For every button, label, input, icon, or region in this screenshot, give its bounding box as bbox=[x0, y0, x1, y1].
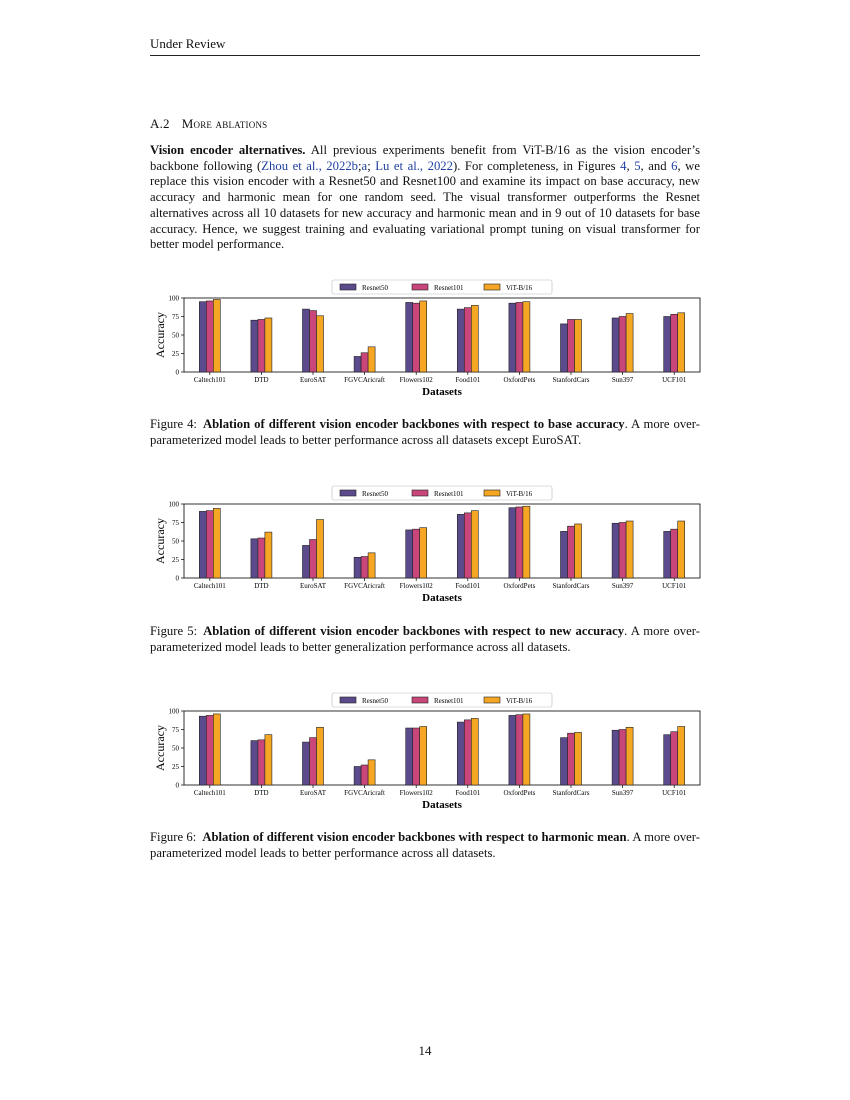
x-tick-label: OxfordPets bbox=[503, 789, 536, 797]
legend-label: Resnet50 bbox=[362, 490, 389, 498]
bar bbox=[464, 720, 471, 785]
x-tick-label: StanfordCars bbox=[552, 376, 590, 384]
caption-bold: Ablation of different vision encoder backbones with respect to harmonic mean bbox=[202, 830, 627, 844]
bar bbox=[406, 530, 413, 578]
running-header: Under Review bbox=[150, 36, 700, 56]
bar bbox=[251, 320, 258, 372]
bar bbox=[258, 538, 265, 578]
caption-text: . A more over-parameterized model leads to better generalization performance across all datasets. bbox=[150, 624, 700, 654]
figure-5-caption bbox=[150, 624, 700, 655]
paragraph-lead: Vision encoder alternatives. bbox=[150, 143, 306, 157]
x-tick-label: EuroSAT bbox=[299, 789, 327, 797]
bar bbox=[354, 557, 361, 578]
bar bbox=[509, 715, 516, 785]
bar bbox=[671, 732, 678, 785]
bar bbox=[310, 311, 317, 372]
bar bbox=[457, 722, 464, 785]
bar bbox=[361, 353, 368, 372]
section-title: More ablations bbox=[181, 116, 268, 131]
bar bbox=[317, 520, 324, 578]
x-tick-label: Caltech101 bbox=[193, 789, 226, 797]
bar bbox=[317, 727, 324, 785]
paragraph-text: ). For completeness, in Figures bbox=[452, 158, 621, 173]
bar bbox=[368, 347, 375, 372]
bar bbox=[258, 319, 265, 372]
x-tick-label: DTD bbox=[254, 582, 269, 590]
caption-text: . A more over-parameterized model leads to better performance across all datasets. bbox=[150, 830, 700, 860]
bar bbox=[361, 557, 368, 578]
bar bbox=[516, 302, 523, 372]
x-tick-label: Sun397 bbox=[611, 582, 634, 590]
page-number: 14 bbox=[418, 1043, 432, 1058]
bar bbox=[471, 718, 478, 785]
bar bbox=[626, 521, 633, 578]
bar bbox=[619, 730, 626, 786]
legend-swatch bbox=[412, 697, 428, 703]
figure-ref-link[interactable]: 4 bbox=[620, 158, 627, 173]
y-tick-label: 75 bbox=[172, 726, 179, 734]
y-tick-label: 50 bbox=[172, 331, 179, 340]
x-tick-label: Food101 bbox=[455, 789, 481, 797]
figure-6-caption bbox=[150, 830, 700, 861]
x-tick-label: StanfordCars bbox=[552, 582, 590, 590]
legend-label: Resnet101 bbox=[434, 697, 464, 705]
bar bbox=[561, 531, 568, 578]
y-tick-label: 75 bbox=[172, 313, 179, 321]
bar bbox=[509, 303, 516, 372]
caption-bold: Ablation of different vision encoder backbones with respect to base accuracy bbox=[202, 417, 625, 431]
citation-link[interactable]: Lu et al., 2022 bbox=[375, 158, 453, 173]
bar bbox=[471, 511, 478, 578]
legend-label: ViT-B/16 bbox=[506, 697, 533, 705]
x-tick-label: EuroSAT bbox=[299, 582, 327, 590]
bar bbox=[213, 508, 220, 578]
paragraph-text: All previous experiments benefit from ViT-B/16 as the vision encoder’s backbone following ( bbox=[150, 143, 701, 173]
bar bbox=[619, 317, 626, 373]
bar bbox=[413, 303, 420, 372]
x-tick-label: StanfordCars bbox=[552, 789, 590, 797]
bar bbox=[413, 728, 420, 785]
legend-swatch bbox=[412, 284, 428, 290]
bar bbox=[310, 540, 317, 578]
x-tick-label: FGVCAricraft bbox=[344, 376, 386, 384]
legend-label: ViT-B/16 bbox=[506, 284, 533, 292]
x-tick-label: Sun397 bbox=[611, 789, 634, 797]
x-tick-label: Caltech101 bbox=[193, 376, 226, 384]
bar bbox=[523, 302, 530, 372]
section-number: A.2 bbox=[150, 116, 170, 131]
figure-ref-link[interactable]: 6 bbox=[671, 158, 678, 173]
bar bbox=[575, 319, 582, 372]
bar bbox=[265, 318, 272, 372]
bar bbox=[568, 733, 575, 785]
bar bbox=[457, 309, 464, 372]
bar bbox=[420, 301, 427, 372]
legend-swatch bbox=[412, 490, 428, 496]
legend-swatch bbox=[484, 284, 500, 290]
bar bbox=[664, 317, 671, 373]
bar bbox=[406, 728, 413, 785]
x-tick-label: UCF101 bbox=[662, 376, 687, 384]
bar bbox=[678, 521, 685, 578]
y-tick-label: 25 bbox=[172, 763, 179, 771]
bar bbox=[619, 523, 626, 579]
x-tick-label: OxfordPets bbox=[503, 582, 536, 590]
bar bbox=[420, 727, 427, 785]
y-tick-label: 100 bbox=[168, 707, 179, 716]
bar bbox=[561, 324, 568, 372]
bar bbox=[317, 316, 324, 372]
x-tick-label: Flowers102 bbox=[399, 582, 433, 590]
x-tick-label: Food101 bbox=[455, 376, 481, 384]
legend-swatch bbox=[340, 490, 356, 496]
bar bbox=[213, 714, 220, 785]
y-axis-label: Accuracy bbox=[153, 518, 167, 564]
x-tick-label: Flowers102 bbox=[399, 376, 433, 384]
caption-text: . A more over-parameterized model leads to better performance across all datasets except EuroSAT. bbox=[150, 417, 700, 447]
y-tick-label: 25 bbox=[172, 350, 179, 358]
x-axis-label: Datasets bbox=[422, 592, 462, 604]
y-tick-label: 0 bbox=[175, 368, 179, 377]
y-axis-label: Accuracy bbox=[153, 312, 167, 358]
x-tick-label: UCF101 bbox=[662, 789, 687, 797]
x-tick-label: DTD bbox=[254, 376, 269, 384]
y-axis-label: Accuracy bbox=[153, 725, 167, 771]
legend-swatch bbox=[340, 697, 356, 703]
bar bbox=[368, 553, 375, 578]
bar bbox=[612, 318, 619, 372]
citation-link[interactable]: Zhou et al., 2022b bbox=[261, 158, 359, 173]
y-tick-label: 75 bbox=[172, 519, 179, 527]
bar bbox=[523, 714, 530, 785]
bar bbox=[303, 309, 310, 372]
bar bbox=[457, 514, 464, 578]
paragraph-text: , bbox=[626, 158, 635, 173]
bar bbox=[464, 308, 471, 372]
bar bbox=[406, 302, 413, 372]
bar bbox=[199, 716, 206, 785]
legend-swatch bbox=[340, 284, 356, 290]
section-heading bbox=[150, 116, 267, 132]
bar bbox=[561, 738, 568, 785]
bar bbox=[575, 524, 582, 578]
bar bbox=[509, 508, 516, 578]
bar bbox=[516, 507, 523, 578]
bar bbox=[575, 732, 582, 785]
bar bbox=[303, 545, 310, 578]
x-tick-label: Food101 bbox=[455, 582, 481, 590]
bar bbox=[265, 532, 272, 578]
x-tick-label: FGVCAricraft bbox=[344, 582, 386, 590]
y-tick-label: 50 bbox=[172, 537, 179, 546]
bar bbox=[671, 314, 678, 372]
x-tick-label: DTD bbox=[254, 789, 269, 797]
bar bbox=[206, 301, 213, 372]
x-axis-label: Datasets bbox=[422, 799, 462, 811]
bar bbox=[251, 539, 258, 578]
bar bbox=[678, 313, 685, 372]
bar bbox=[626, 314, 633, 372]
citation-link[interactable]: a bbox=[361, 158, 368, 173]
x-tick-label: OxfordPets bbox=[503, 376, 536, 384]
body-paragraph bbox=[150, 143, 700, 253]
bar bbox=[678, 727, 685, 785]
bar bbox=[199, 302, 206, 372]
y-tick-label: 0 bbox=[175, 781, 179, 790]
legend-label: Resnet50 bbox=[362, 284, 389, 292]
figure-6-chart bbox=[150, 691, 710, 811]
x-tick-label: Flowers102 bbox=[399, 789, 433, 797]
bar bbox=[612, 730, 619, 785]
x-tick-label: UCF101 bbox=[662, 582, 687, 590]
bar bbox=[413, 529, 420, 578]
bar bbox=[568, 526, 575, 578]
bar bbox=[523, 506, 530, 578]
y-tick-label: 25 bbox=[172, 556, 179, 564]
x-tick-label: Sun397 bbox=[611, 376, 634, 384]
legend-swatch bbox=[484, 697, 500, 703]
bar bbox=[213, 299, 220, 372]
bar bbox=[303, 742, 310, 785]
x-tick-label: FGVCAricraft bbox=[344, 789, 386, 797]
bar bbox=[361, 765, 368, 785]
bar bbox=[199, 511, 206, 578]
caption-bold: Ablation of different vision encoder backbones with respect to new accuracy bbox=[203, 624, 625, 638]
paragraph-text: ; bbox=[367, 158, 376, 173]
caption-label: Figure 5: bbox=[150, 624, 198, 638]
bar bbox=[258, 740, 265, 785]
paragraph-text: , and bbox=[640, 158, 672, 173]
legend-label: Resnet50 bbox=[362, 697, 389, 705]
x-axis-label: Datasets bbox=[422, 386, 462, 398]
paragraph-text: , we replace this vision encoder with a Resnet50 and Resnet100 and examine its impact on base accuracy, new accuracy and harmonic mean for one random seed. The visual transformer outperforms the Resnet alternatives across all 10 datasets for new accuracy and harmonic mean and in 9 out of 10 datasets for base accuracy. Hence, we suggest training and evaluating variational prompt tuning on visual transformer for better model performance. bbox=[150, 158, 700, 252]
bar bbox=[664, 531, 671, 578]
bar bbox=[420, 528, 427, 578]
caption-label: Figure 6: bbox=[150, 830, 197, 844]
bar bbox=[310, 738, 317, 785]
legend-label: Resnet101 bbox=[434, 284, 464, 292]
x-tick-label: EuroSAT bbox=[299, 376, 327, 384]
bar bbox=[671, 529, 678, 578]
paragraph-text: ; bbox=[358, 158, 362, 173]
y-tick-label: 0 bbox=[175, 574, 179, 583]
bar bbox=[206, 715, 213, 785]
bar bbox=[471, 305, 478, 372]
legend-label: ViT-B/16 bbox=[506, 490, 533, 498]
y-tick-label: 50 bbox=[172, 744, 179, 753]
legend-label: Resnet101 bbox=[434, 490, 464, 498]
figure-4-chart bbox=[150, 278, 710, 398]
figure-ref-link[interactable]: 5 bbox=[634, 158, 641, 173]
bar bbox=[251, 741, 258, 785]
bar bbox=[516, 715, 523, 785]
figure-5-chart bbox=[150, 484, 710, 604]
bar bbox=[265, 735, 272, 785]
bar bbox=[626, 727, 633, 785]
x-tick-label: Caltech101 bbox=[193, 582, 226, 590]
bar bbox=[464, 513, 471, 578]
legend-swatch bbox=[484, 490, 500, 496]
caption-label: Figure 4: bbox=[150, 417, 197, 431]
bar bbox=[354, 356, 361, 372]
bar bbox=[354, 767, 361, 786]
bar bbox=[206, 511, 213, 578]
y-tick-label: 100 bbox=[168, 500, 179, 509]
bar bbox=[568, 319, 575, 372]
y-tick-label: 100 bbox=[168, 294, 179, 303]
bar bbox=[664, 735, 671, 785]
bar bbox=[368, 760, 375, 785]
bar bbox=[612, 523, 619, 578]
figure-4-caption bbox=[150, 417, 700, 448]
